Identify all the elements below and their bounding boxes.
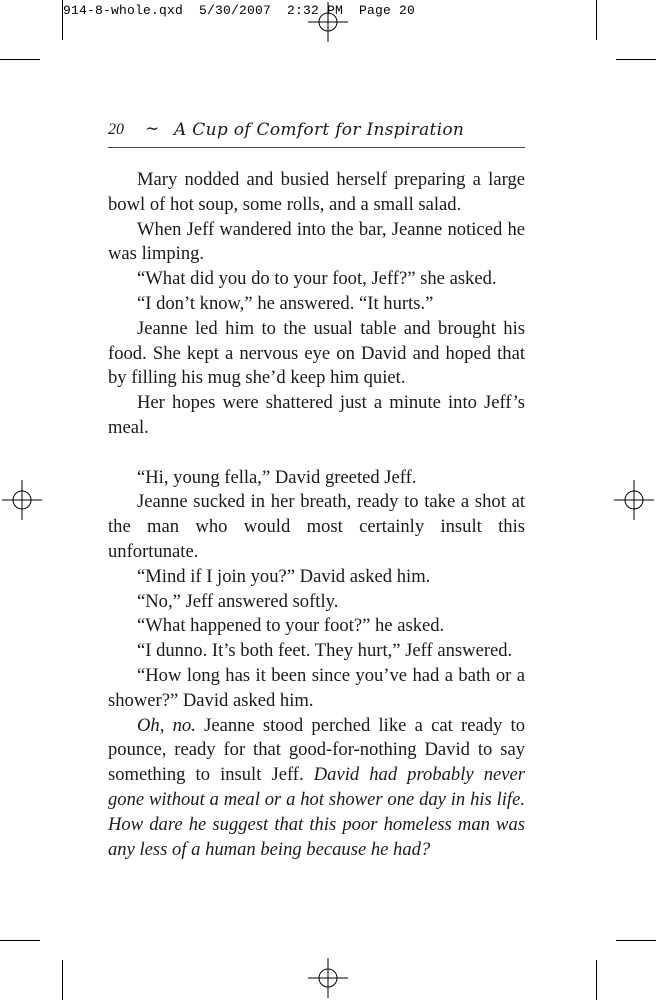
crop-mark-bottom-left-horizontal bbox=[0, 940, 40, 941]
paragraph: “What happened to your foot?” he asked. bbox=[137, 615, 445, 637]
crop-mark-top-left-vertical bbox=[62, 0, 63, 40]
crop-mark-top-right-vertical bbox=[596, 0, 597, 40]
registration-mark-right-icon bbox=[614, 480, 654, 520]
paragraph: Mary nodded and busied herself preparing a large bowl of hot soup, some rolls, and a small salad. bbox=[108, 169, 525, 215]
crop-mark-top-left-horizontal bbox=[0, 59, 40, 60]
crop-mark-bottom-right-vertical bbox=[596, 960, 597, 1000]
paragraph: “Mind if I join you?” David asked him. bbox=[137, 565, 431, 587]
paragraph: “I dunno. It’s both feet. They hurt,” Jeff answered. bbox=[137, 640, 513, 662]
paragraph: Jeanne led him to the usual table and brought his food. She kept a nervous eye on David and hoped that by filling his mug she’d keep him quiet. bbox=[108, 317, 525, 389]
body-text bbox=[108, 168, 525, 862]
registration-mark-top-icon bbox=[308, 2, 348, 42]
paragraph: “I don’t know,” he answered. “It hurts.” bbox=[137, 292, 434, 314]
book-title: A Cup of Comfort for Inspiration bbox=[174, 120, 465, 140]
paragraph: “No,” Jeff answered softly. bbox=[137, 590, 339, 612]
paragraph: When Jeff wandered into the bar, Jeanne noticed he was limping. bbox=[108, 218, 525, 265]
italic-tail: David had probably never gone without a meal or a hot shower one day in his life. How dare he suggest that this poor homeless man was any less of a human being because he had? bbox=[108, 764, 525, 860]
running-header bbox=[108, 119, 525, 143]
registration-mark-bottom-icon bbox=[308, 958, 348, 998]
printer-slug: 914-8-whole.qxd 5/30/2007 2:32 PM Page 20 bbox=[63, 3, 416, 18]
paragraph: “What did you do to your foot, Jeff?” she asked. bbox=[137, 268, 497, 290]
header-separator: ∼ bbox=[145, 119, 160, 138]
crop-mark-bottom-right-horizontal bbox=[616, 940, 656, 941]
roman-text: Jeanne stood perched like a cat ready to pounce, ready for that good-for-nothing David to say something to insult Jeff. bbox=[108, 714, 525, 786]
crop-mark-top-right-horizontal bbox=[616, 59, 656, 60]
italic-lead: Oh, no. bbox=[137, 714, 196, 736]
header-rule bbox=[108, 147, 525, 148]
paragraph-last bbox=[108, 714, 525, 863]
paragraph: “Hi, young fella,” David greeted Jeff. bbox=[137, 466, 417, 488]
registration-mark-left-icon bbox=[2, 480, 42, 520]
paragraph: Her hopes were shattered just a minute into Jeff’s meal. bbox=[108, 392, 525, 438]
page-number: 20 bbox=[108, 121, 124, 138]
paragraph: “How long has it been since you’ve had a bath or a shower?” David asked him. bbox=[108, 664, 525, 711]
paragraph: Jeanne sucked in her breath, ready to take a shot at the man who would most certainly insult this unfortunate. bbox=[108, 491, 525, 562]
crop-mark-bottom-left-vertical bbox=[62, 960, 63, 1000]
